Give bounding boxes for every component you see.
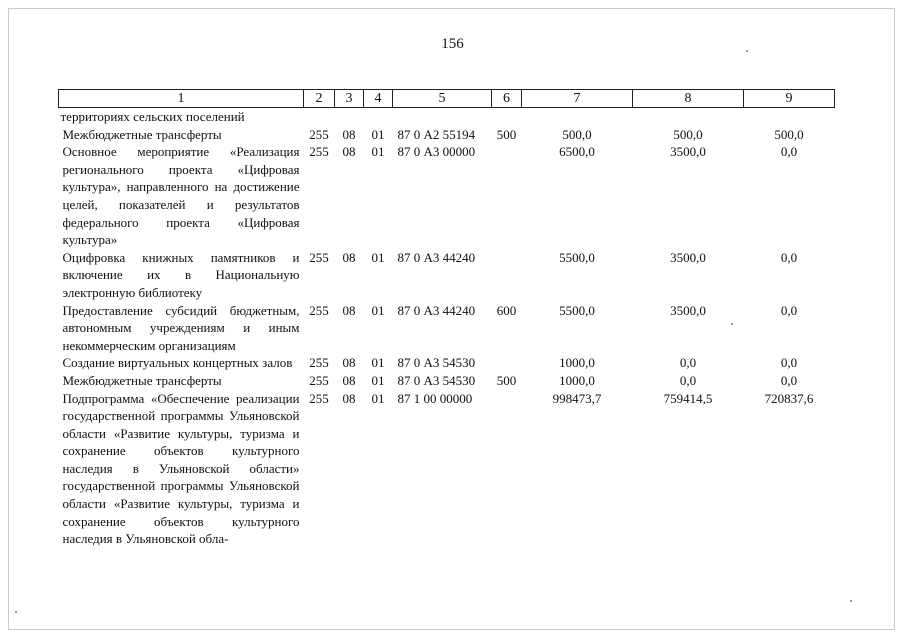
cell-amount-7: 998473,7 — [552, 390, 602, 406]
cell-amount-8: 759414,5 — [663, 390, 713, 406]
cell-subsection: 01 — [371, 390, 385, 406]
cell-target-code: 87 0 А3 44240 — [397, 249, 476, 265]
cell-expense-type — [492, 108, 522, 126]
column-header-7: 7 — [522, 90, 633, 108]
page-number: 156 — [441, 36, 464, 52]
cell-amount-7 — [522, 108, 633, 126]
cell-amount-8: 0,0 — [679, 355, 697, 371]
cell-section: 08 — [342, 249, 356, 265]
cell-amount-7: 5500,0 — [559, 249, 595, 265]
cell-ministry: 255 — [309, 355, 329, 371]
cell-expense-type — [492, 143, 522, 249]
cell-expense-type — [492, 390, 522, 548]
column-header-5: 5 — [393, 90, 492, 108]
row-name: Оцифровка книжных памятников и включение их в Национальную электронную библиотеку — [62, 249, 300, 300]
row-name: Предоставление субсидий бюджетным, автономным учреждениям и иным некоммерческим организациям — [62, 302, 300, 353]
cell-amount-8 — [633, 108, 744, 126]
row-name: Основное мероприятие «Реализация регионального проекта «Цифровая культура», направленного на достижение целей, показателей и результатов федерального проекта «Цифровая культура» — [62, 144, 300, 248]
cell-section: 08 — [342, 355, 356, 371]
cell-section: 08 — [342, 302, 356, 318]
cell-expense-type: 600 — [496, 302, 517, 318]
cell-ministry: 255 — [309, 302, 329, 318]
cell-amount-9: 0,0 — [780, 144, 798, 160]
cell-section — [335, 108, 364, 126]
cell-amount-8: 0,0 — [679, 372, 697, 388]
cell-section: 08 — [342, 126, 356, 142]
cell-subsection: 01 — [371, 144, 385, 160]
cell-ministry: 255 — [309, 144, 329, 160]
cell-amount-7: 6500,0 — [559, 144, 595, 160]
cell-amount-9: 0,0 — [780, 302, 798, 318]
cell-amount-8: 500,0 — [673, 126, 703, 142]
table-header-row — [59, 90, 835, 108]
cell-amount-9: 720837,6 — [764, 390, 814, 406]
row-name: Подпрограмма «Обеспечение реализации государственной программы Ульяновской области «Развитие культуры, туризма и сохранение объектов культурного наследия в Ульяновской области» государственной программы Ульяновской области «Развитие культуры, туризма и сохранение объектов культурного наследия в Ульяновской обла- — [62, 390, 300, 547]
cell-subsection: 01 — [371, 302, 385, 318]
row-name: Межбюджетные трансферты — [62, 126, 222, 142]
table-row — [59, 302, 835, 355]
cell-section: 08 — [342, 144, 356, 160]
cell-target-code: 87 0 А3 00000 — [397, 144, 476, 160]
cell-amount-8: 3500,0 — [670, 249, 706, 265]
table-row — [59, 390, 835, 548]
cell-subsection — [364, 108, 393, 126]
cell-target-code: 87 0 А3 44240 — [397, 302, 476, 318]
cell-target-code — [393, 108, 492, 126]
cell-subsection: 01 — [371, 249, 385, 265]
cell-section: 08 — [342, 372, 356, 388]
table-row — [59, 143, 835, 249]
table-row — [59, 126, 835, 144]
table-row — [59, 249, 835, 302]
column-header-4: 4 — [364, 90, 393, 108]
cell-ministry: 255 — [309, 390, 329, 406]
cell-expense-type: 500 — [496, 372, 517, 388]
cell-target-code: 87 0 А3 54530 — [397, 372, 476, 388]
cell-section: 08 — [342, 390, 356, 406]
cell-target-code: 87 0 А2 55194 — [397, 126, 476, 142]
cell-amount-7: 1000,0 — [559, 355, 595, 371]
scan-speck — [746, 50, 748, 52]
scan-speck — [15, 611, 17, 613]
cell-ministry: 255 — [309, 126, 329, 142]
table-row — [59, 354, 835, 372]
cell-amount-9: 0,0 — [780, 355, 798, 371]
cell-amount-8: 3500,0 — [670, 302, 706, 318]
table-row — [59, 372, 835, 390]
column-header-8: 8 — [633, 90, 744, 108]
column-header-3: 3 — [335, 90, 364, 108]
cell-amount-8: 3500,0 — [670, 144, 706, 160]
cell-subsection: 01 — [371, 355, 385, 371]
cell-amount-9 — [744, 108, 835, 126]
cell-ministry — [304, 108, 335, 126]
row-name: Межбюджетные трансферты — [62, 372, 222, 388]
cell-expense-type — [492, 249, 522, 302]
cell-amount-9: 0,0 — [780, 249, 798, 265]
column-header-2: 2 — [304, 90, 335, 108]
column-header-6: 6 — [492, 90, 522, 108]
cell-ministry: 255 — [309, 372, 329, 388]
cell-amount-7: 5500,0 — [559, 302, 595, 318]
cell-expense-type — [492, 354, 522, 372]
cell-amount-9: 0,0 — [780, 372, 798, 388]
column-header-1: 1 — [59, 90, 304, 108]
cell-target-code: 87 0 А3 54530 — [397, 355, 476, 371]
row-name: Создание виртуальных концертных залов — [62, 355, 293, 371]
scan-speck — [731, 323, 733, 325]
column-header-9: 9 — [744, 90, 835, 108]
scan-speck — [850, 600, 852, 602]
budget-table — [58, 89, 835, 548]
cell-amount-7: 1000,0 — [559, 372, 595, 388]
cell-ministry: 255 — [309, 249, 329, 265]
row-name: территориях сельских поселений — [60, 109, 245, 124]
cell-amount-9: 500,0 — [774, 126, 804, 142]
table-row — [59, 108, 835, 126]
cell-amount-7: 500,0 — [562, 126, 592, 142]
cell-subsection: 01 — [371, 126, 385, 142]
cell-expense-type: 500 — [496, 126, 517, 142]
cell-target-code: 87 1 00 00000 — [397, 390, 473, 406]
cell-subsection: 01 — [371, 372, 385, 388]
